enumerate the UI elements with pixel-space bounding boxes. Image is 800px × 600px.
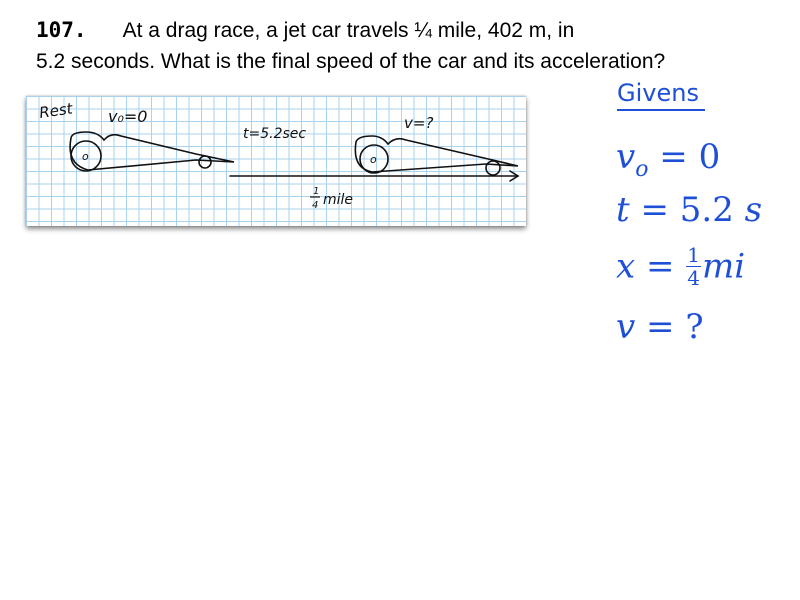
given-x-fraction	[686, 244, 701, 289]
problem-text-2: 5.2 seconds. What is the final speed of the car and its acceleration?	[36, 50, 666, 73]
label-distance-num: 1	[313, 186, 320, 197]
given-t-value: 5.2	[679, 190, 745, 230]
given-v-equals: =	[635, 307, 686, 347]
problem-line-1	[36, 17, 574, 44]
given-v-symbol: v	[616, 307, 636, 347]
label-rest: Rest	[38, 99, 74, 122]
given-time	[616, 190, 762, 230]
given-initial-velocity	[616, 137, 720, 182]
given-t-symbol: t	[616, 190, 630, 230]
given-v0-value: 0	[698, 137, 721, 177]
label-distance	[310, 186, 353, 211]
jet-car-end	[355, 136, 518, 175]
front-wheel-start	[199, 156, 211, 168]
given-v0-subscript: o	[635, 157, 649, 182]
given-v-value: ?	[685, 307, 704, 347]
problem-number: 107.	[36, 18, 87, 42]
given-distance	[616, 243, 746, 291]
given-x-frac-num: 1	[687, 243, 701, 267]
label-time: t=5.2sec	[243, 126, 307, 142]
given-x-frac-den: 4	[687, 266, 701, 290]
given-x-unit: mi	[702, 246, 746, 287]
wheel-label-start: o	[82, 150, 89, 163]
label-distance-den: 4	[312, 200, 319, 211]
given-t-unit: s	[744, 190, 763, 230]
label-v-final: v=?	[404, 114, 434, 132]
given-x-equals: =	[635, 246, 686, 287]
given-t-equals: =	[629, 190, 680, 230]
problem-text-1: At a drag race, a jet car travels ¼ mile, 402 m, in	[122, 19, 575, 42]
given-v0-symbol: v	[616, 137, 636, 177]
given-final-velocity	[616, 307, 704, 347]
drag-race-diagram	[26, 96, 526, 226]
wheel-label-end: o	[370, 153, 377, 166]
given-x-symbol: x	[616, 246, 636, 287]
givens-title: Givens	[617, 78, 705, 111]
diagram-drawing	[26, 96, 526, 226]
label-v0: v₀=0	[108, 107, 148, 126]
label-distance-unit: mile	[323, 192, 354, 208]
given-v0-equals: =	[648, 137, 699, 177]
front-wheel-end	[486, 161, 500, 175]
jet-car-start	[70, 132, 234, 171]
problem-line-2	[36, 49, 665, 75]
